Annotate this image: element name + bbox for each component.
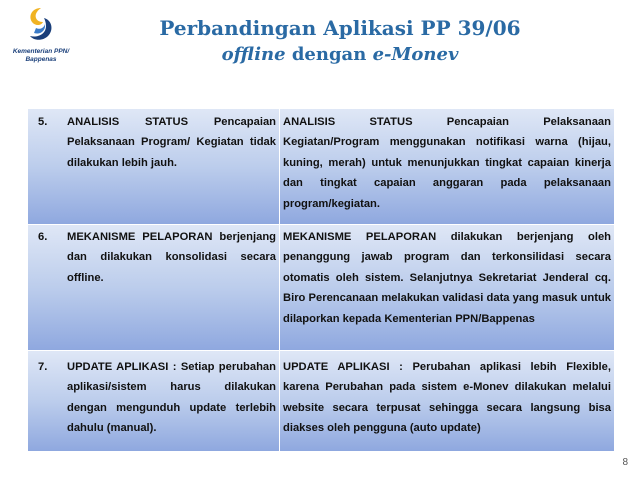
emonev-cell: MEKANISME PELAPORAN dilakukan berjenjang oleh penanggung jawab program dan terkonsilidasi secara otomatis oleh sistem. Selanjutnya Sekretariat Jenderal cq. Biro Perencanaan melakukan validasi data yang masuk untuk dilaporkan kepada Kementerian PPN/Bappenas: [283, 231, 611, 325]
comparison-table: [28, 108, 614, 451]
table-row: [28, 351, 614, 452]
emonev-cell: UPDATE APLIKASI : Perubahan aplikasi lebih Flexible, karena Perubahan pada sistem e-Monev dilakukan melalui website secara terpusat sehingga secara langsung bisa diakses oleh pengguna (auto update): [283, 361, 611, 435]
offline-cell: MEKANISME PELAPORAN berjenjang dan dilakukan konsolidasi secara offline.: [67, 231, 276, 284]
subtitle-offline: offline: [221, 44, 286, 65]
logo-line-1: Kementerian PPN/: [12, 48, 70, 55]
offline-cell: ANALISIS STATUS Pencapaian Pelaksanaan Program/ Kegiatan tidak dilakukan lebih jauh.: [67, 116, 276, 169]
bappenas-logo: [6, 6, 76, 66]
bappenas-emblem-icon: [24, 6, 58, 46]
logo-line-2: Bappenas: [25, 56, 57, 63]
table-row: [28, 109, 614, 225]
offline-cell: UPDATE APLIKASI : Setiap perubahan aplikasi/sistem harus dilakukan dengan mengunduh update terlebih dahulu (manual).: [67, 361, 276, 435]
logo-text: [6, 48, 76, 64]
row-number: 5.: [38, 116, 48, 128]
table-row: [28, 225, 614, 351]
slide-subtitle: [120, 44, 560, 65]
row-number: 6.: [38, 231, 48, 243]
subtitle-connector: dengan: [285, 44, 373, 65]
emonev-cell: ANALISIS STATUS Pencapaian Pelaksanaan Kegiatan/Program menggunakan notifikasi warna (hijau, kuning, merah) untuk menunjukkan tingkat capaian kinerja dan tingkat capaian anggaran pada pelaksanaan program/kegiatan.: [283, 116, 611, 210]
row-number: 7.: [38, 361, 48, 373]
column-divider: [279, 109, 280, 451]
page-number: 8: [622, 457, 628, 468]
subtitle-emonev: e-Monev: [372, 44, 459, 65]
slide-title: Perbandingan Aplikasi PP 39/06: [159, 16, 521, 40]
